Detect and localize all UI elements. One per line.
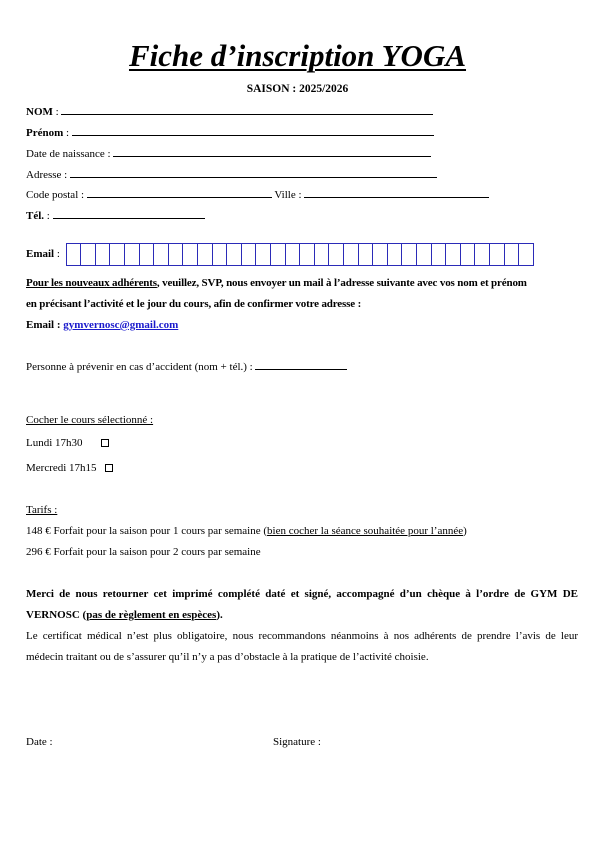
prenom-label: Prénom [26,127,64,139]
tel-row: Tél. : [26,208,205,223]
email-row: Email : [26,243,534,266]
contact-email-link[interactable]: gymvernosc@gmail.com [63,319,179,331]
nom-field[interactable] [61,104,433,115]
address-label: Adresse : [26,169,68,181]
closing-instructions [26,584,578,626]
emergency-field[interactable] [255,359,347,370]
nom-row: NOM : [26,104,433,119]
newcomers-line-2: en précisant l’activité et le jour du cours, afin de confirmer votre adresse : [26,298,362,310]
newcomers-heading: Pour les nouveaux adhérents [26,277,157,289]
contact-email-row [26,318,178,332]
season-label: SAISON : 2025/2026 [246,83,349,95]
closing-text: Merci de nous retourner cet imprimé complété daté et signé, accompagné d’un chèque à l’ordre de GYM DE VERNOSC ( [26,588,578,621]
postal-field[interactable] [87,187,272,198]
tarif-line-2: 296 € Forfait pour la saison pour 2 cours par semaine [26,546,261,558]
medical-certificate-note: Le certificat médical n’est plus obligatoire, nous recommandons néanmoins à nos adhérents de prendre l’avis de leur médecin traitant ou de s’assurer qu’il n’y a pas d’obstacle à la pratique de l’activité choisie. [26,630,578,663]
prenom-field[interactable] [72,125,434,136]
city-field[interactable] [304,187,489,198]
course-option-monday [26,436,109,450]
tarifs-heading: Tarifs : [26,504,58,516]
newcomers-text: , veuillez, SVP, nous envoyer un mail à l’adresse suivante avec vos nom et prénom [156,277,527,289]
tarif-1-end: ) [463,525,467,537]
contact-email-label: Email : [26,319,61,331]
course-label-monday: Lundi 17h30 [26,437,83,449]
postal-city-row [26,187,489,202]
postal-label: Code postal : [26,189,85,201]
tarif-1-note: bien cocher la séance souhaitée pour l’année [267,525,464,537]
birth-label: Date de naissance : [26,148,111,160]
birth-field[interactable] [113,146,431,157]
tel-label: Tél. [26,210,45,222]
checkbox-wednesday[interactable] [105,464,113,472]
course-label-wednesday: Mercredi 17h15 [26,462,97,474]
tarif-line-1 [26,524,467,538]
prenom-row: Prénom : [26,125,434,140]
no-cash-note: pas de règlement en espèces [86,609,217,621]
emergency-row [26,359,347,374]
newcomers-line-1 [26,276,527,290]
email-label: Email [26,248,55,260]
birth-row [26,146,431,161]
city-label: Ville : [274,189,302,201]
emergency-label: Personne à prévenir en cas d’accident (nom + tél.) : [26,361,253,373]
nom-label: NOM [26,106,53,118]
courses-heading: Cocher le cours sélectionné : [26,414,154,426]
closing-end: ). [216,609,223,621]
address-field[interactable] [70,167,437,178]
course-option-wednesday [26,461,113,475]
tel-field[interactable] [53,208,205,219]
form-title: Fiche d’inscription YOGA [128,38,467,73]
signature-label: Signature : [273,736,321,748]
address-row [26,167,437,182]
email-character-grid[interactable] [66,243,534,266]
tarif-1-text: 148 € Forfait pour la saison pour 1 cours par semaine ( [26,525,268,537]
checkbox-monday[interactable] [101,439,109,447]
date-label: Date : [26,736,53,748]
